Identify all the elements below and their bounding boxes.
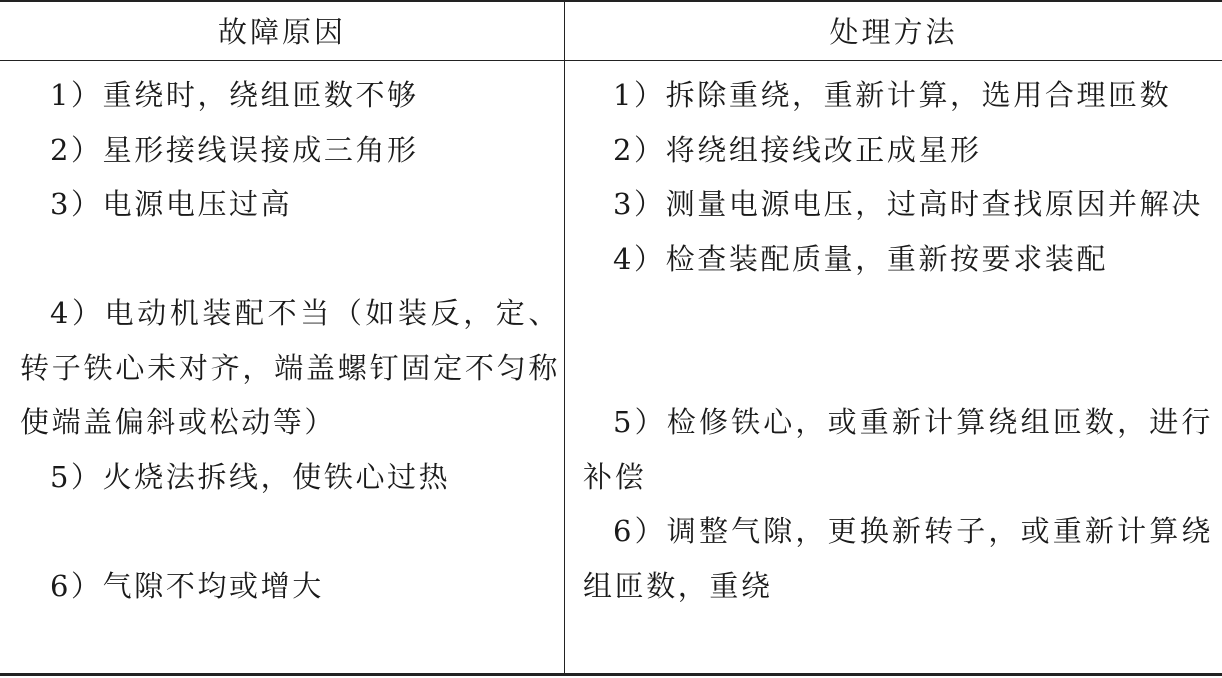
column-divider <box>564 0 565 674</box>
solution-cell-6: 6）调整气隙，更换新转子，或重新计算绕组匝数，重绕 <box>583 514 1213 603</box>
table-bottom-rule <box>0 673 1222 676</box>
cause-column <box>20 68 560 613</box>
cause-cell-5: 5）火烧法拆线，使铁心过热 <box>50 459 451 494</box>
table-header-rule <box>0 60 1222 61</box>
cause-cell-6: 6）气隙不均或增大 <box>50 568 324 603</box>
row-spacer <box>583 286 1213 341</box>
cause-cell-4: 4）电动机装配不当（如装反，定、转子铁心未对齐，端盖螺钉固定不匀称使端盖偏斜或松动等） <box>20 296 560 439</box>
header-solution: 处理方法 <box>829 14 958 49</box>
cause-cell-1: 1）重绕时，绕组匝数不够 <box>50 78 419 112</box>
solution-cell-5: 5）检修铁心，或重新计算绕组匝数，进行补偿 <box>583 405 1213 494</box>
cause-cell-2: 2）星形接线误接成三角形 <box>50 132 419 167</box>
row-spacer <box>20 504 560 559</box>
solution-cell-1: 1）拆除重绕，重新计算，选用合理匝数 <box>613 78 1172 112</box>
solution-column <box>583 68 1213 613</box>
solution-cell-2: 2）将绕组接线改正成星形 <box>613 132 982 167</box>
cause-cell-3: 3）电源电压过高 <box>50 187 293 221</box>
solution-cell-3: 3）测量电源电压，过高时查找原因并解决 <box>613 187 1203 221</box>
header-cause: 故障原因 <box>217 14 346 49</box>
row-spacer <box>583 341 1213 396</box>
row-spacer <box>20 232 560 287</box>
solution-cell-4: 4）检查装配质量，重新按要求装配 <box>613 241 1109 276</box>
